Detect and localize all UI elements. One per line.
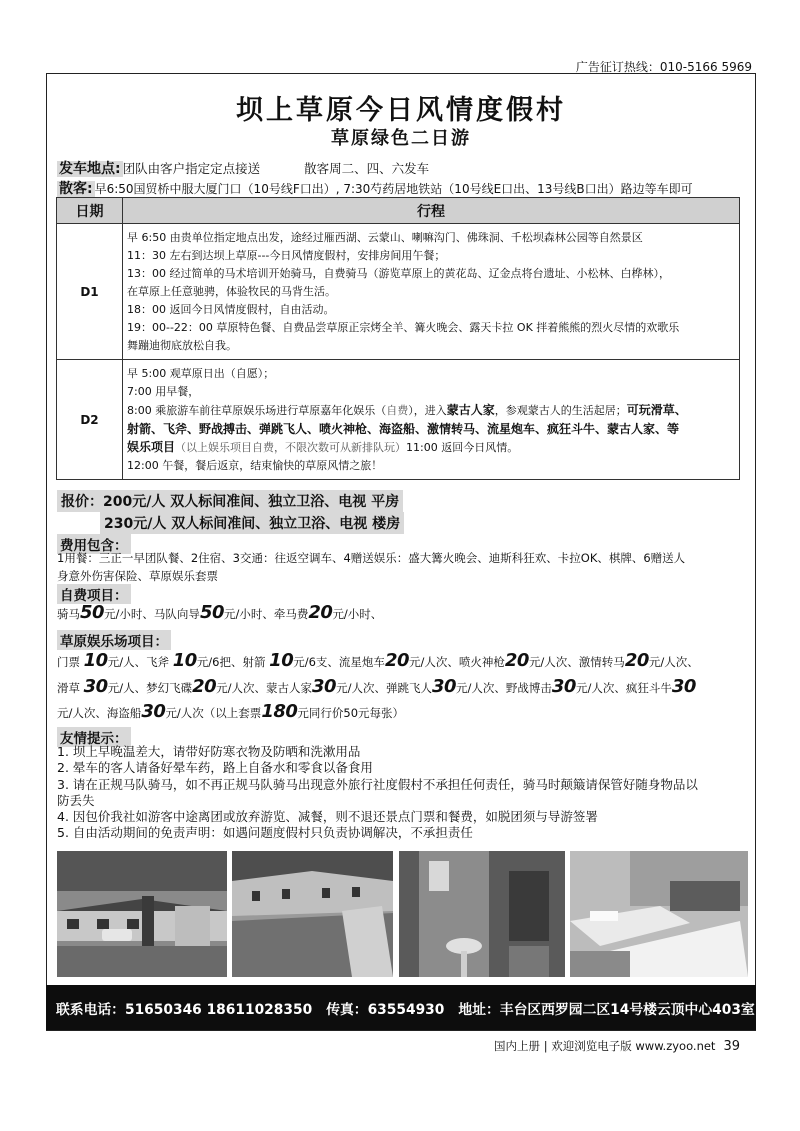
plan-line: 13：00 经过简单的马术培训开始骑马，自费骑马（游览草原上的黄花岛、辽金点将台遗址、小松林、白桦林）， <box>127 266 670 280</box>
plan-text-gray: （以上娱乐项目自费，不限次数可从新排队玩） <box>175 440 407 454</box>
selfpay-head: 自费项目： <box>57 584 131 604</box>
fee-text: 元/人次、弹跳飞人 <box>336 681 432 695</box>
tip-item: 防丢失 <box>57 792 95 808</box>
fee-number: 10 <box>172 650 197 671</box>
fee-number: 20 <box>384 650 409 671</box>
tip-item: 1. 坝上早晚温差大，请带好防寒衣物及防晒和洗漱用品 <box>57 744 361 759</box>
fee-text: 元/人次、野战博击 <box>456 681 552 695</box>
table-header-row <box>57 198 740 224</box>
tip-item: 2. 晕车的客人请备好晕车药，路上自备水和零食以备食用 <box>57 760 373 776</box>
plan-line: 12:00 午餐，餐后返京，结束愉快的草原风情之旅！ <box>127 458 383 472</box>
fee-number: 20 <box>624 650 649 671</box>
itinerary-table <box>56 197 740 480</box>
walkin-label: 散客: <box>59 181 93 197</box>
plan-line <box>127 438 735 457</box>
fee-text: 元/人、飞斧 <box>107 655 173 669</box>
departure-line <box>57 158 429 178</box>
plan-line: 舞蹦迪彻底放松自我。 <box>127 338 237 352</box>
fee-number: 10 <box>269 650 294 671</box>
price-label: 报价： <box>61 494 103 510</box>
fee-text: 元/人、梦幻飞碟 <box>107 681 193 695</box>
plan-text-bold: 蒙古人家 <box>446 402 495 417</box>
bedroom-image <box>570 851 748 977</box>
contact-phone: 联系电话：51650346 18611028350 <box>56 1001 313 1018</box>
footer-text: 国内上册 | 欢迎浏览电子版 www.zyoo.net <box>494 1039 716 1053</box>
fee-text: 元同行价50元每张） <box>297 706 405 720</box>
tip-item: 3. 请在正规马队骑马，如不再正规马队骑马出现意外旅行社度假村不承担任何责任，骑马时颠簸请保管好随身物品以 <box>57 776 698 792</box>
fee-text: 元/小时、 <box>332 607 383 621</box>
fee-text: 元/小时、马队向导 <box>104 607 200 621</box>
fee-text: 元/6把、射箭 <box>196 655 270 669</box>
plan-line: 18：00 返回今日风情度假村，自由活动。 <box>127 302 335 316</box>
building-exterior-image <box>57 851 227 977</box>
col-day-header: 日期 <box>57 198 123 224</box>
amusement-row-1 <box>57 651 757 672</box>
page-number: 39 <box>723 1039 740 1054</box>
selfpay-line <box>57 603 757 624</box>
photo-courtyard <box>232 851 393 977</box>
fee-number: 30 <box>551 676 576 697</box>
plan-cell-d2 <box>123 360 740 480</box>
fee-number: 10 <box>83 650 108 671</box>
plan-line: 在草原上任意驰骋，体验牧民的马背生活。 <box>127 284 336 298</box>
plan-line: 射箭、飞斧、野战搏击、弹跳飞人、喷火神枪、海盗船、激情转马、流星炮车、疯狂斗牛、蒙古人家、等 <box>127 421 680 436</box>
day-cell-d2: D2 <box>57 360 123 480</box>
plan-text-bold: 娱乐项目 <box>127 439 176 454</box>
page-title: 坝上草原今日风情度假村 <box>236 95 566 126</box>
plan-text: ，参观蒙古人的生活起居； <box>494 403 627 417</box>
fee-text: 门票 <box>57 655 84 669</box>
price-1: 200元/人 双人标间准间、独立卫浴、电视 平房 <box>103 494 400 510</box>
departure-text: 团队由客户指定定点接送 <box>122 161 261 176</box>
fee-text: 元/人次、 <box>648 655 699 669</box>
amusement-row-2 <box>57 677 757 698</box>
fee-number: 30 <box>83 676 108 697</box>
price-2: 230元/人 双人标间准间、独立卫浴、电视 楼房 <box>104 516 401 532</box>
plan-line: 19：00--22：00 草原特色餐、自费品尝草原正宗烤全羊、篝火晚会、露天卡拉 OK 拌着熊熊的烈火尽情的欢歌乐 <box>127 320 680 334</box>
plan-text: 8:00 乘旅游车前往草原娱乐场进行草原嘉年化娱乐（ <box>127 403 387 417</box>
fee-text: 元/人次、蒙古人家 <box>216 681 313 695</box>
plan-text: 11:00 返回今日风情。 <box>406 440 519 454</box>
plan-cell-d1 <box>123 224 740 360</box>
plan-line: 7:00 用早餐， <box>127 384 200 398</box>
bathroom-image <box>399 851 565 977</box>
col-plan-header: 行程 <box>123 198 740 224</box>
page-subtitle: 草原绿色二日游 <box>331 128 471 149</box>
fee-text: 滑草 <box>57 681 84 695</box>
fee-text: 元/人次、疯狂斗牛 <box>575 681 672 695</box>
fee-text: 元/人次、激情转马 <box>528 655 625 669</box>
fee-number: 30 <box>431 676 457 697</box>
page-footer <box>440 1038 740 1054</box>
contact-address: 地址：丰台区西罗园二区14号楼云顶中心403室 <box>458 1001 755 1018</box>
photo-bathroom <box>399 851 565 977</box>
included-line: 1用餐：三正一早团队餐、2住宿、3交通：往返空调车、4赠送娱乐：盛大篝火晚会、迪斯科狂欢、卡拉OK、棋牌、6赠送人 <box>57 551 686 565</box>
table-row-d1 <box>57 224 740 360</box>
price-line-1 <box>57 490 403 512</box>
walkin-text: 早6:50国贸桥中服大厦门口（10号线F口出）, 7:30芍药居地铁站（10号线E口出、13号线B口出）路边等车即可 <box>94 182 693 196</box>
photo-bedroom <box>570 851 748 977</box>
fee-number: 30 <box>312 676 337 697</box>
plan-text: ），进入 <box>408 403 447 417</box>
amusement-row-3 <box>57 702 757 723</box>
courtyard-image <box>232 851 393 977</box>
included-line: 身意外伤害保险、草原娱乐套票 <box>57 569 218 583</box>
table-row-d2 <box>57 360 740 480</box>
amusement-head: 草原娱乐场项目： <box>57 630 171 650</box>
fee-text: 元/小时、牵马费 <box>224 607 309 621</box>
tips-list <box>57 744 747 842</box>
contact-bar <box>46 985 756 1030</box>
fee-number: 30 <box>141 701 166 722</box>
photo-building-exterior <box>57 851 227 977</box>
fee-text: 元/人次、喷火神枪 <box>409 655 505 669</box>
fee-number: 30 <box>671 676 696 697</box>
fee-number: 20 <box>308 602 333 623</box>
price-line-2 <box>100 512 404 534</box>
fee-number: 20 <box>192 676 217 697</box>
tip-item: 5. 自由活动期间的免责声明：如遇问题度假村只负责协调解决，不承担责任 <box>57 825 473 841</box>
tip-item: 4. 因包价我社如游客中途离团或放弃游览、减餐，则不退还景点门票和餐费，如脱团须与导游签署 <box>57 809 598 825</box>
fee-number: 50 <box>80 602 105 623</box>
walkin-line <box>57 178 693 198</box>
plan-line <box>127 401 735 420</box>
tips-head: 友情提示： <box>57 727 131 747</box>
plan-line: 早 6:50 由贵单位指定地点出发，途经过雁西湖、云蒙山、喇嘛沟门、佛珠洞、千松坝森林公园等自然景区 <box>127 230 643 244</box>
fee-text: 元/人次（以上套票 <box>165 706 262 720</box>
day-cell-d1: D1 <box>57 224 123 360</box>
departure-label: 发车地点: <box>59 161 121 177</box>
plan-text-gray: 自费 <box>386 403 409 417</box>
fee-number: 20 <box>504 650 529 671</box>
plan-line: 早 5:00 观草原日出（自愿）； <box>127 366 275 380</box>
contact-fax: 传真：63554930 <box>326 1001 445 1018</box>
departure-schedule: 散客周二、四、六发车 <box>304 161 430 176</box>
fee-text: 骑马 <box>57 607 80 621</box>
included-text <box>57 549 747 585</box>
plan-text-bold: 可玩滑草、 <box>626 402 687 417</box>
ad-hotline: 广告征订热线：010-5166 5969 <box>575 60 752 74</box>
fee-text: 元/6支、流星炮车 <box>293 655 385 669</box>
fee-number: 50 <box>199 602 224 623</box>
plan-line: 11：30 左右到达坝上草原---今日风情度假村，安排房间用午餐； <box>127 248 446 262</box>
fee-number: 180 <box>261 701 298 722</box>
fee-text: 元/人次、海盗船 <box>57 706 142 720</box>
included-head: 费用包含： <box>57 534 131 554</box>
